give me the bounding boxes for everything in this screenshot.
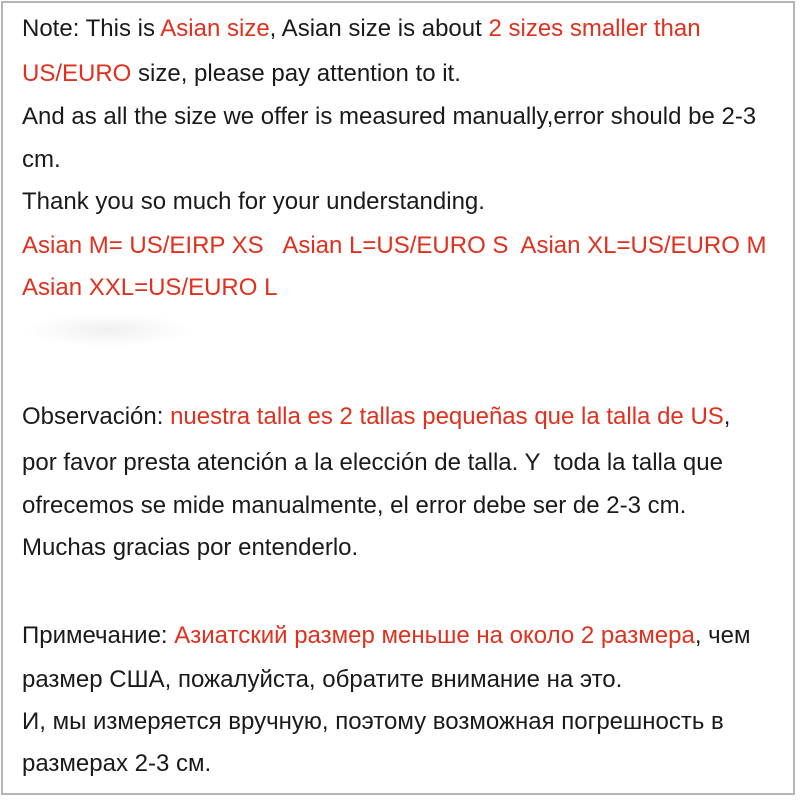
note-text: , чем (694, 622, 751, 649)
english-note-line-2 (22, 59, 461, 89)
primechanie-label: Примечание: (22, 622, 175, 649)
size-difference-highlight: 2 sizes smaller than (488, 15, 701, 42)
note-text: Muchas gracias por entenderlo. (22, 534, 359, 561)
english-note-line-3 (22, 102, 756, 132)
russian-note-line-1 (22, 621, 751, 651)
size-conversion-line-2 (22, 273, 277, 303)
spanish-size-highlight: nuestra talla es 2 tallas pequeñas que la talla de US (170, 403, 724, 430)
russian-note-line-4 (22, 749, 211, 779)
size-conversion-line-1 (22, 231, 767, 261)
english-note-line-4 (22, 145, 61, 175)
note-text: cm. (22, 146, 61, 173)
asian-size-highlight: Asian size (160, 15, 270, 42)
note-text: ofrecemos se mide manualmente, el error debe ser de 2-3 cm. (22, 492, 687, 519)
note-text: Thank you so much for your understanding. (22, 188, 485, 215)
note-text: размерах 2-3 см. (22, 750, 212, 777)
faded-watermark (23, 313, 193, 347)
note-text: por favor presta atención a la elección de talla. Y toda la talla que (22, 449, 723, 476)
note-text: , Asian size is about (269, 15, 489, 42)
us-euro-highlight: US/EURO (22, 60, 132, 87)
note-text: , (723, 403, 731, 430)
size-conversion-text: Asian XXL=US/EURO L (22, 274, 278, 301)
russian-size-highlight: Азиатский размер меньше на около 2 размера (174, 622, 695, 649)
spanish-note-line-3 (22, 491, 686, 521)
spanish-note-line-2 (22, 448, 723, 478)
russian-note-line-2 (22, 665, 622, 695)
note-text: И, мы измеряется вручную, поэтому возможная погрешность в (22, 708, 724, 735)
observacion-label: Observación: (22, 403, 171, 430)
english-thanks-line (22, 187, 485, 217)
size-note-panel (1, 1, 795, 795)
spanish-thanks-line (22, 533, 358, 563)
spanish-note-line-1 (22, 402, 730, 432)
note-text: And as all the size we offer is measured manually,error should be 2-3 (22, 103, 757, 130)
note-label: Note: This is (22, 15, 161, 42)
note-text: размер США, пожалуйста, обратите внимание на это. (22, 666, 623, 693)
size-conversion-text: Asian M= US/EIRP XS Asian L=US/EURO S Asian XL=US/EURO M (22, 232, 767, 259)
english-note-line-1 (22, 14, 701, 44)
note-text: size, please pay attention to it. (131, 60, 461, 87)
russian-note-line-3 (22, 707, 724, 737)
